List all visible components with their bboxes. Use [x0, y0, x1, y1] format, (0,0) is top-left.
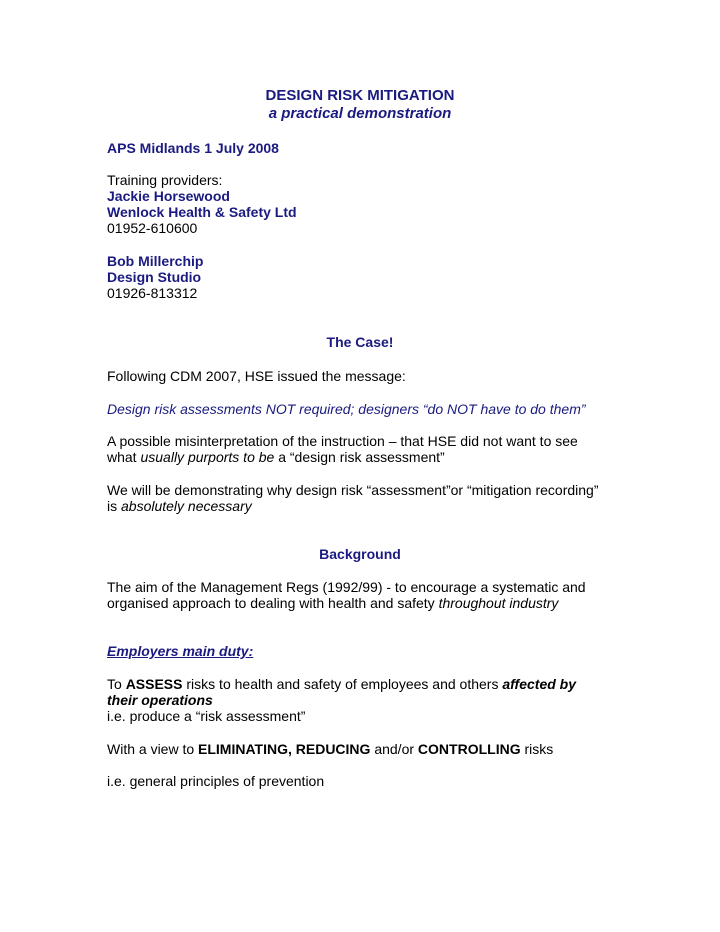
duty-line4: [107, 741, 553, 758]
case-intro: Following CDM 2007, HSE issued the message:: [107, 368, 406, 384]
duty-heading: Employers main duty:: [107, 643, 254, 659]
duty-assess: ASSESS: [125, 676, 183, 692]
duty-affected-by: affected by: [502, 676, 577, 692]
duty-line1-text-a: To: [107, 676, 126, 692]
event-line: APS Midlands 1 July 2008: [107, 140, 279, 156]
document-title: DESIGN RISK MITIGATION: [265, 87, 455, 104]
case-para1-line1: A possible misinterpretation of the instruction – that HSE did not want to see: [107, 433, 578, 449]
provider-2-name: Bob Millerchip: [107, 253, 204, 269]
document-subtitle: a practical demonstration: [268, 105, 452, 122]
case-heading: The Case!: [326, 334, 394, 350]
background-line1: The aim of the Management Regs (1992/99) - to encourage a systematic and: [107, 579, 586, 595]
case-para2-line1: We will be demonstrating why design risk “assessment”or “mitigation recording”: [107, 482, 599, 498]
provider-1-phone: 01952-610600: [107, 220, 198, 236]
background-heading: Background: [319, 546, 401, 562]
case-para2-emphasis: absolutely necessary: [121, 498, 252, 514]
case-message: Design risk assessments NOT required; designers “do NOT have to do them”: [107, 401, 586, 417]
case-para1-line2: [107, 449, 445, 466]
providers-label: Training providers:: [107, 172, 223, 188]
background-text-a: organised approach to dealing with health and safety: [107, 595, 439, 611]
background-emphasis: throughout industry: [438, 595, 559, 611]
duty-line1-text-c: risks to health and safety of employees and others: [182, 676, 503, 692]
provider-2-phone: 01926-813312: [107, 285, 198, 301]
case-para2-text-a: is: [107, 498, 121, 514]
duty-line2: their operations: [107, 692, 213, 708]
duty-line3: i.e. produce a “risk assessment”: [107, 708, 306, 724]
duty-line4-text-a: With a view to: [107, 741, 199, 757]
provider-1-company: Wenlock Health & Safety Ltd: [107, 204, 297, 220]
duty-line4-text-c: and/or: [370, 741, 418, 757]
provider-1-name: Jackie Horsewood: [107, 188, 230, 204]
duty-line1: [107, 676, 576, 693]
provider-2-company: Design Studio: [107, 269, 202, 285]
background-line2: [107, 595, 558, 612]
case-para2-line2: [107, 498, 252, 515]
case-para1-emphasis: usually purports to be: [140, 449, 275, 465]
duty-line4-text-e: risks: [520, 741, 554, 757]
duty-line5: i.e. general principles of prevention: [107, 773, 325, 789]
case-para1-text-c: a “design risk assessment”: [274, 449, 445, 465]
duty-controlling: CONTROLLING: [417, 741, 521, 757]
duty-eliminating-reducing: ELIMINATING, REDUCING: [198, 741, 371, 757]
case-para1-text-a: what: [107, 449, 141, 465]
